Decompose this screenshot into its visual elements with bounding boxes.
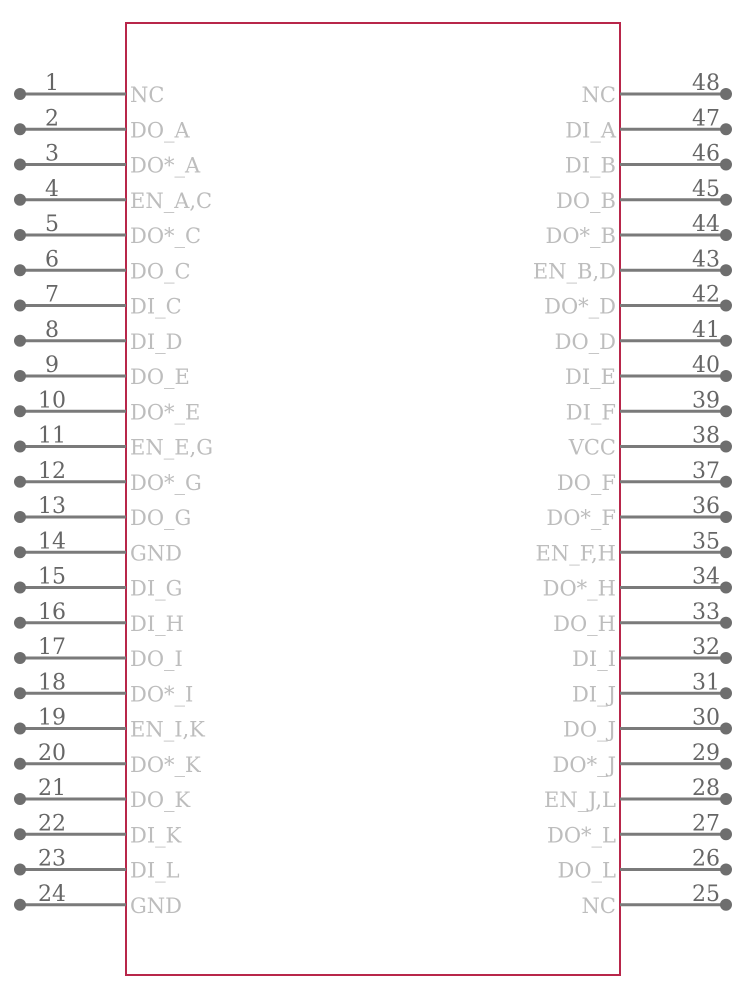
pin-20 [14,741,201,777]
pin-name: DI_K [130,823,182,848]
pin-name: DI_J [571,682,616,707]
pin-number: 36 [692,494,720,519]
pin-number: 5 [45,212,59,237]
pin-end-dot [14,828,26,840]
pin-end-dot [14,511,26,523]
pin-end-dot [14,264,26,276]
pin-end-dot [14,370,26,382]
pin-6 [14,247,191,283]
pin-number: 32 [692,635,720,660]
pin-end-dot [720,582,732,594]
pin-number: 6 [45,247,59,273]
pin-8 [14,318,182,354]
pin-name: DO*_E [130,400,201,425]
pin-42 [544,283,732,319]
pin-name: DO*_I [130,682,194,707]
pin-number: 35 [692,529,720,555]
pin-number: 47 [692,106,720,132]
pin-number: 20 [38,740,66,766]
pin-32 [572,635,732,671]
pin-end-dot [720,264,732,276]
pin-end-dot [14,793,26,805]
pin-end-dot [14,335,26,347]
pin-name: EN_F,H [535,541,616,566]
pin-end-dot [720,159,732,171]
pin-28 [544,776,732,812]
pin-number: 3 [45,141,59,167]
pin-end-dot [720,723,732,735]
pin-number: 38 [692,423,720,449]
pin-end-dot [14,300,26,312]
pin-13 [14,494,191,530]
pin-44 [546,212,733,248]
pin-9 [14,353,190,389]
pin-name: EN_J,L [543,788,616,812]
pin-number: 40 [692,353,720,378]
pin-5 [14,212,201,248]
pin-number: 2 [45,106,59,132]
pin-name: DO_H [553,611,616,636]
pin-name: NC [581,83,616,107]
pin-name: DO*_L [547,823,616,848]
pin-22 [14,811,182,847]
pin-47 [565,106,732,142]
pin-name: DI_L [130,858,180,883]
pin-number: 22 [38,811,66,837]
pin-end-dot [14,899,26,911]
pin-end-dot [14,582,26,594]
pin-end-dot [720,194,732,206]
pin-name: DI_I [572,647,616,671]
pin-end-dot [720,617,732,629]
pin-end-dot [14,687,26,699]
pin-name: DO*_F [546,506,616,530]
pin-name: GND [130,541,182,566]
pin-end-dot [720,652,732,664]
pin-number: 4 [45,176,59,202]
right-pin-column [533,71,732,918]
pin-41 [555,318,732,354]
pin-name: DI_E [565,365,616,389]
pin-11 [14,424,213,460]
pin-24 [14,882,182,918]
pin-number: 9 [45,353,59,378]
pin-end-dot [14,617,26,629]
pin-name: DO*_A [130,153,201,178]
pin-16 [14,600,184,636]
pin-number: 33 [692,599,720,625]
pin-name: DI_H [130,611,184,636]
pin-number: 19 [38,705,66,731]
pin-end-dot [14,546,26,558]
pin-4 [14,177,212,213]
pin-number: 37 [692,458,720,484]
pin-end-dot [14,123,26,135]
pin-end-dot [720,441,732,453]
pin-number: 39 [692,388,720,414]
pin-12 [14,459,202,495]
pin-number: 44 [692,212,720,237]
pin-number: 1 [45,71,59,96]
pin-number: 30 [692,705,720,731]
pin-36 [546,494,732,530]
pin-end-dot [14,864,26,876]
pin-name: DI_D [130,329,183,354]
pin-name: DO*_C [130,224,202,248]
pin-3 [14,142,201,178]
pin-number: 17 [38,635,66,660]
pin-name: EN_A,C [130,188,213,213]
pin-name: DI_B [564,153,616,178]
pin-end-dot [720,229,732,241]
pin-number: 45 [692,176,720,202]
left-pin-column [14,71,213,918]
pin-number: 43 [692,247,720,273]
pin-name: EN_E,G [130,435,213,460]
pin-end-dot [720,405,732,417]
pin-34 [543,565,732,601]
pin-number: 29 [692,740,720,766]
pin-end-dot [720,828,732,840]
pin-name: DO*_J [552,752,616,777]
pin-number: 11 [38,423,66,449]
pin-18 [14,670,193,706]
pin-number: 28 [692,776,720,801]
pin-40 [565,353,732,389]
pin-name: DO_D [554,329,616,354]
pin-name: DO_B [556,188,616,213]
pin-17 [14,635,183,671]
pin-name: DO*_D [544,294,616,319]
pin-number: 14 [38,529,66,555]
pin-name: DO_C [130,259,191,284]
pin-35 [536,529,733,565]
pin-name: EN_I,K [130,717,205,742]
pin-27 [547,811,732,847]
pin-end-dot [14,476,26,488]
pin-name: DI_G [130,576,183,601]
pin-number: 16 [38,599,66,625]
pin-number: 41 [692,317,720,343]
pin-name: DI_C [130,294,182,319]
pin-19 [14,706,205,742]
pin-end-dot [720,687,732,699]
pin-1 [14,71,164,107]
pin-name: DO*_B [545,224,616,248]
pin-name: NC [581,893,616,918]
pin-number: 13 [38,494,66,519]
pin-end-dot [720,793,732,805]
pin-number: 31 [692,670,720,696]
pin-25 [582,882,732,918]
pin-number: 10 [38,388,66,414]
pin-15 [14,565,182,601]
pin-name: DO_G [130,506,192,530]
pin-end-dot [720,88,732,100]
pin-29 [553,741,732,777]
pin-number: 34 [692,564,720,590]
pin-number: 24 [38,881,66,907]
pin-end-dot [720,899,732,911]
pin-name: DO_K [130,788,191,812]
pin-39 [566,388,732,424]
pin-23 [14,847,180,883]
pin-10 [14,388,200,424]
pin-name: NC [130,83,165,107]
pin-end-dot [720,476,732,488]
pin-end-dot [14,229,26,241]
pin-name: DO*_K [130,752,201,777]
pin-name: DO_L [557,858,616,883]
pin-number: 48 [692,71,720,96]
pin-26 [558,847,733,883]
pin-45 [556,177,732,213]
pin-end-dot [720,864,732,876]
pin-number: 26 [692,846,720,872]
pin-7 [14,283,182,319]
pin-end-dot [14,88,26,100]
pin-name: GND [130,893,182,918]
pin-number: 18 [38,670,66,696]
pin-name: DI_A [565,118,616,143]
pin-38 [568,424,732,460]
pin-end-dot [720,123,732,135]
pin-name: VCC [568,435,616,460]
pin-end-dot [14,159,26,171]
pin-end-dot [720,758,732,770]
pin-name: DO_F [556,470,616,495]
pin-number: 21 [38,776,66,801]
pin-end-dot [720,546,732,558]
pin-31 [572,670,732,706]
pin-name: DO_J [563,717,616,742]
pin-30 [563,706,732,742]
pin-43 [533,247,732,283]
pin-21 [14,776,191,812]
pin-end-dot [14,441,26,453]
pin-2 [14,106,191,142]
pin-number: 46 [692,141,720,167]
pin-name: DO_I [130,647,183,671]
pin-number: 15 [38,564,66,590]
pin-46 [565,142,732,178]
pin-name: DO*_H [542,576,616,601]
pin-37 [557,459,732,495]
pin-48 [582,71,732,107]
pin-end-dot [720,511,732,523]
pin-end-dot [720,370,732,382]
pin-end-dot [720,300,732,312]
pin-14 [14,529,182,565]
pin-name: DO_A [130,118,190,143]
pin-number: 42 [692,282,720,308]
pin-number: 23 [38,846,66,872]
pin-number: 12 [38,458,66,484]
pin-number: 8 [45,317,59,343]
pin-name: DI_F [565,400,616,425]
pin-number: 7 [45,282,59,308]
pin-name: DO_E [130,365,190,389]
pin-name: DO*_G [130,470,202,495]
pin-end-dot [14,652,26,664]
pin-number: 25 [692,881,720,907]
pin-33 [553,600,732,636]
pin-number: 27 [692,811,720,837]
pin-end-dot [14,194,26,206]
pin-name: EN_B,D [532,259,616,284]
pin-end-dot [14,758,26,770]
pin-end-dot [14,405,26,417]
pin-end-dot [720,335,732,347]
pin-end-dot [14,723,26,735]
